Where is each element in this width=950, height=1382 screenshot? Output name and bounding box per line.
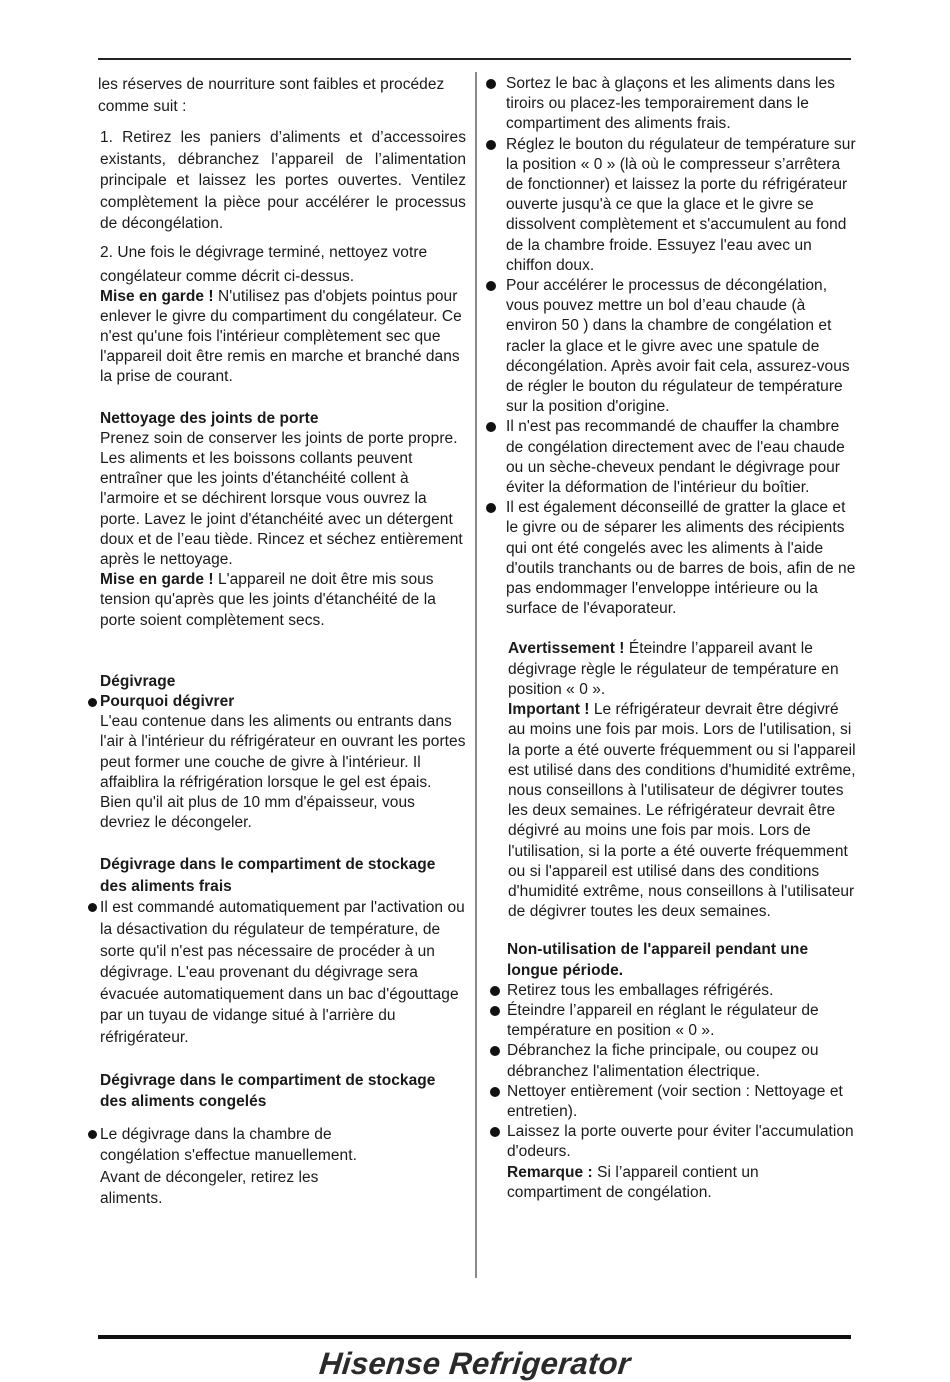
top-rule [98, 58, 851, 60]
important-text: Le réfrigérateur devrait être dégivré au moins une fois par mois. Lors de l'utilisation, si la porte a été ouverte fréquemment ou si l'appareil est utilisé dans des conditions d'humidité extrême, nous conseillons à l'utilisateur de dégivrer toutes les deux semaines. Le réfrigérateur devrait être dégivré au moins une fois par mois. Lors de l'utilisation, si la porte a été ouverte fréquemment ou si l'appareil est utilisé dans des conditions d'humidité extrême, nous conseillons à l'utilisateur de dégivrer toutes les deux semaines. [508, 701, 856, 921]
caution-1-label: Mise en garde ! [100, 287, 214, 305]
bullet-icon [486, 79, 496, 89]
fresh-defrost-item [88, 897, 466, 1048]
column-divider [475, 72, 477, 1278]
caution-1-text: N'utilisez pas d'objets pointus pour enlever le givre du compartiment du congélateur. Ce n'est qu'une fois l'intérieur complètement sec que l'appareil doit être remis en marche et branché dans la prise de courant. [100, 287, 462, 386]
bullet-icon [490, 986, 500, 996]
caution-2 [98, 570, 466, 631]
step-2: 2. Une fois le dégivrage terminé, nettoyez votre congélateur comme décrit ci-dessus. [100, 243, 428, 285]
remark-text: Si l’appareil contient un compartiment de congélation. [507, 1163, 759, 1201]
bullet-icon [88, 1130, 97, 1139]
fresh-defrost-text: Il est commandé automatiquement par l'activation ou la désactivation du régulateur de température, de sorte qu'il n'est pas nécessaire de procéder à un dégivrage. L'eau provenant du dégivrage sera évacuée automatiquement dans un bac d'égouttage par un tuyau de vidange situé à l'arrière du réfrigérateur. [100, 899, 465, 1046]
right-bullet-5: Il est également déconseillé de gratter la glace et le givre ou de séparer les aliments des récipients qui ont été congelés avec les aliments à l'aide d'outils tranchants ou de barres de bois, afin de ne pas endommager l'enveloppe intérieure ou la surface de l'évaporateur. [486, 498, 856, 619]
nonuse-bullet-3: Débranchez la fiche principale, ou coupez ou débranchez l'alimentation électrique. [486, 1041, 856, 1081]
bullet-icon [486, 422, 496, 432]
bullet-icon [490, 1127, 500, 1137]
caution-2-text: L'appareil ne doit être mis sous tension qu'après que les joints d'étanchéité de la porte soient complètement secs. [100, 571, 436, 629]
right-bullet-1: Sortez le bac à glaçons et les aliments dans les tiroirs ou placez-les temporairement dans le compartiment des aliments frais. [486, 74, 856, 135]
nonuse-bullet-5: Laissez la porte ouverte pour éviter l'accumulation d'odeurs. [486, 1122, 856, 1162]
bullet-icon [88, 903, 97, 912]
bottom-rule [98, 1335, 851, 1339]
bullet-icon [490, 1046, 500, 1056]
brand-footer: Hisense Refrigerator [317, 1346, 633, 1381]
left-column [98, 74, 466, 1210]
right-bullet-4: Il n'est pas recommandé de chauffer la chambre de congélation directement avec de l'eau chaude ou un sèche-cheveux pendant le dégivrage pour éviter la déformation de l'intérieur du boîtier. [486, 417, 856, 498]
frozen-defrost-title: Dégivrage dans le compartiment de stockage des aliments congelés [100, 1071, 436, 1111]
gasket-title: Nettoyage des joints de porte [100, 409, 319, 427]
bullet-icon [486, 503, 496, 513]
step-1: 1. Retirez les paniers d’aliments et d’accessoires existants, débranchez l’appareil de l’alimentation principale et laissez les portes ouvertes. Ventilez complètement la pièce pour accélérer le processus de décongélation. [100, 129, 466, 232]
bullet-icon [486, 281, 496, 291]
caution-1 [98, 287, 466, 388]
intro-text: les réserves de nourriture sont faibles et procédez comme suit : [98, 76, 445, 115]
why-defrost-heading [88, 692, 466, 712]
frozen-defrost-item [88, 1124, 466, 1210]
remark-label: Remarque : [507, 1163, 593, 1181]
why-defrost-text: L'eau contenue dans les aliments ou entrants dans l'air à l'intérieur du réfrigérateur en ouvrant les portes peut former une couche de givre à l'intérieur. Il affaiblira la réfrigération lorsque le gel est épais. Bien qu'il ait plus de 10 mm d'épaisseur, vous devriez le décongeler. [100, 713, 466, 832]
frozen-defrost-text: Le dégivrage dans la chambre de congélation s'effectue manuellement. Avant de décongeler, retirez les aliments. [100, 1125, 357, 1208]
gasket-text: Prenez soin de conserver les joints de porte propre. Les aliments et les boissons collants peuvent entraîner que les joints d'étanchéité collent à l'armoire et se déchirent lorsque vous ouvrez la porte. Lavez le joint d'étanchéité avec un détergent doux et de l’eau tiède. Rincez et séchez entièrement après le nettoyage. [100, 429, 463, 568]
right-bullet-3: Pour accélérer le processus de décongélation, vous pouvez mettre un bol d’eau chaude (à environ 50 ) dans la chambre de congélation et racler la glace et le givre avec une spatule de décongélation. Après avoir fait cela, assurez-vous de régler le bouton du régulateur de température sur la position d'origine. [486, 276, 856, 417]
nonuse-bullet-4: Nettoyer entièrement (voir section : Nettoyage et entretien). [486, 1082, 856, 1122]
right-column [486, 74, 856, 1203]
nonuse-title: Non-utilisation de l'appareil pendant une longue période. [507, 941, 809, 979]
bullet-icon [490, 1087, 500, 1097]
important-label: Important ! [508, 701, 590, 719]
defrost-title: Dégivrage [100, 672, 176, 690]
nonuse-bullet-2: Éteindre l’appareil en réglant le régulateur de température en position « 0 ». [486, 1001, 856, 1041]
bullet-icon [490, 1006, 500, 1016]
caution-2-label: Mise en garde ! [100, 571, 214, 589]
warning-note [486, 639, 856, 700]
remark-note [486, 1163, 856, 1203]
fresh-defrost-title: Dégivrage dans le compartiment de stockage des aliments frais [100, 856, 436, 895]
bullet-icon [486, 140, 496, 150]
right-bullet-2: Réglez le bouton du régulateur de température sur la position « 0 » (là où le compresseur s’arrêtera de fonctionner) et laissez la porte du réfrigérateur ouverte jusqu'à ce que la glace et le givre se dissolvent complètement et s'accumulent au fond de la chambre froide. Essuyez l'eau avec un chiffon doux. [486, 135, 856, 276]
important-note [486, 700, 856, 922]
warning-text: Éteindre l’appareil avant le dégivrage règle le régulateur de température en position « 0 ». [508, 640, 839, 698]
warning-label: Avertissement ! [508, 640, 625, 658]
why-defrost-title: Pourquoi dégivrer [100, 692, 235, 710]
nonuse-bullet-1: Retirez tous les emballages réfrigérés. [486, 981, 856, 1001]
bullet-icon [88, 698, 97, 707]
